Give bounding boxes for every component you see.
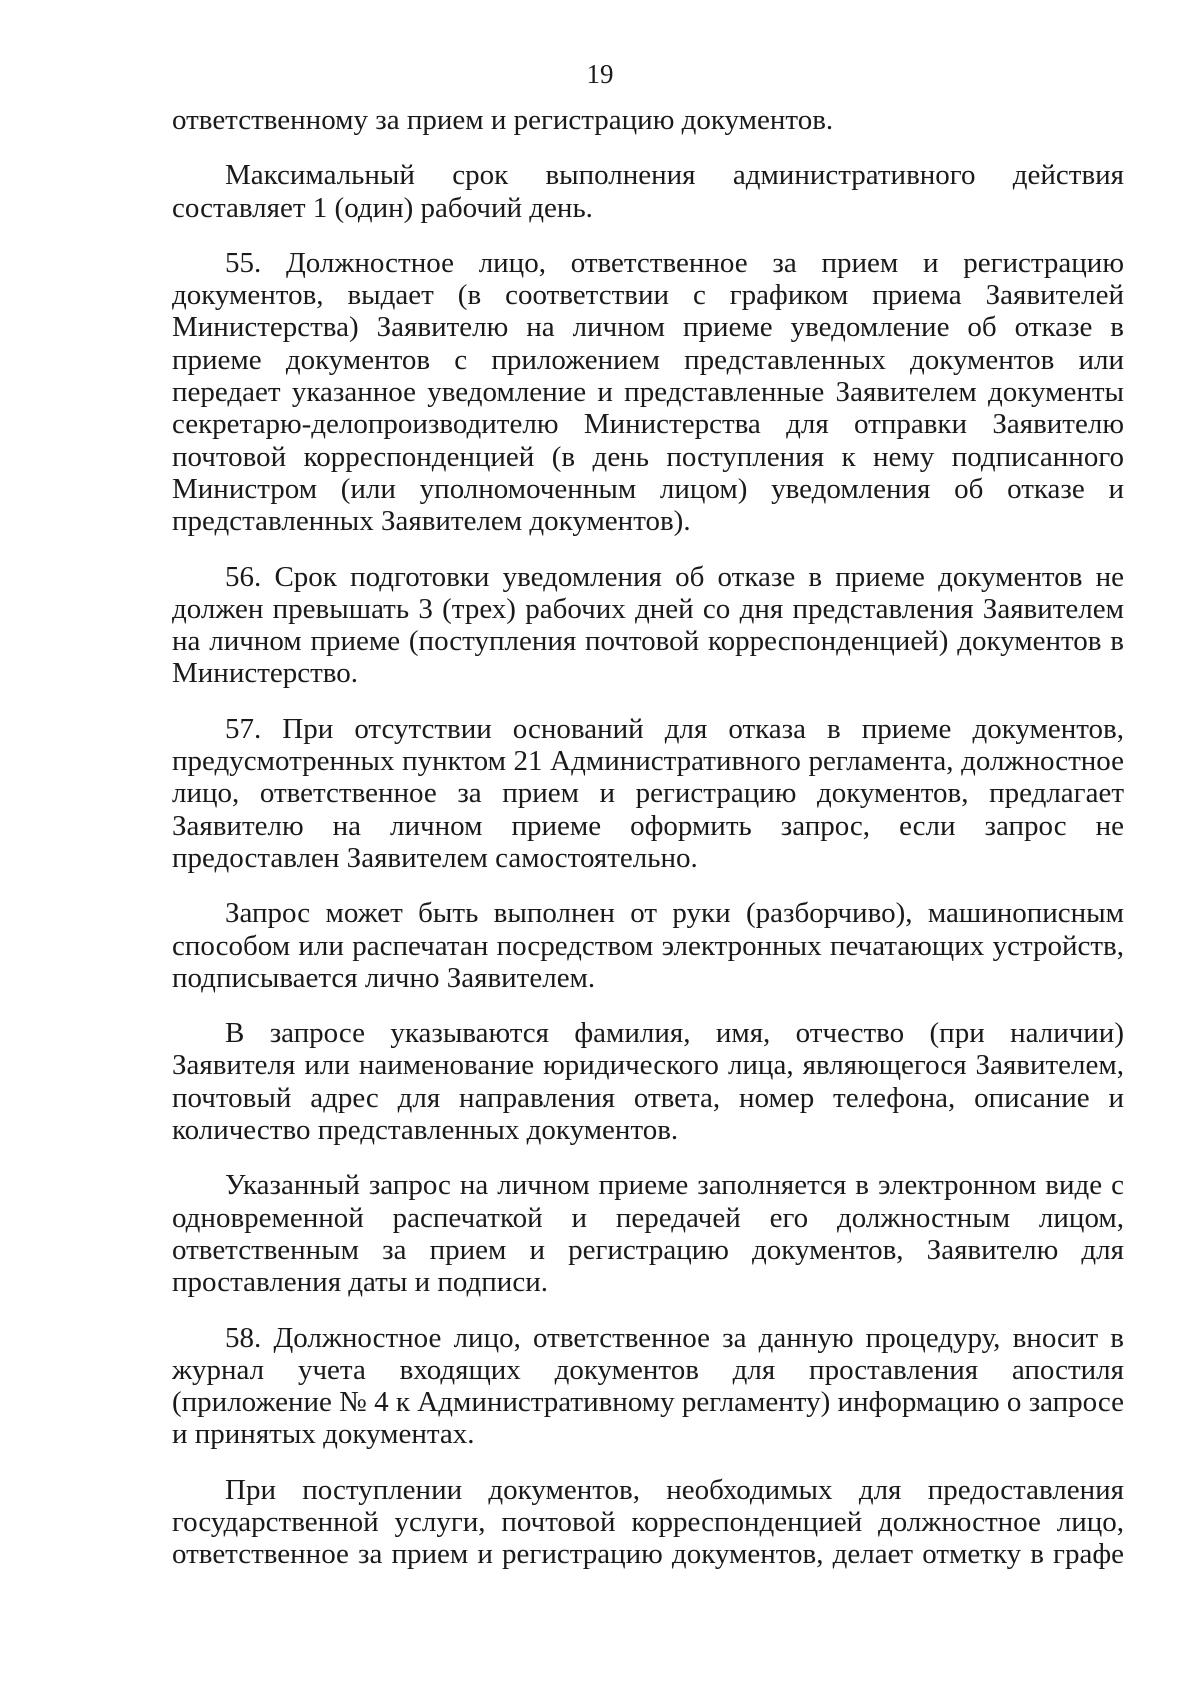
paragraph-electronic-form: Указанный запрос на личном приеме заполняется в электронном виде с одновременной распечаткой и передачей его должностным лицом, ответственным за прием и регистрацию документов, Заявителю для проставления даты и подписи.: [172, 1169, 1124, 1299]
paragraph-55: 55. Должностное лицо, ответственное за прием и регистрацию документов, выдает (в соответствии с графиком приема Заявителей Министерства) Заявителю на личном приеме уведомление об отказе в приеме документов с приложением представленных документов или передает указанное уведомление и представленные Заявителем документы секретарю-делопроизводителю Министерства для отправки Заявителю почтовой корреспонденцией (в день поступления к нему подписанного Министром (или уполномоченным лицом) уведомления об отказе и представленных Заявителем документов).: [172, 246, 1124, 538]
paragraph-58: 58. Должностное лицо, ответственное за данную процедуру, вносит в журнал учета входящих документов для проставления апостиля (приложение № 4 к Административному регламенту) информацию о запросе и принятых документах.: [172, 1321, 1124, 1451]
paragraph-57: 57. При отсутствии оснований для отказа в приеме документов, предусмотренных пунктом 21 Административного регламента, должностное лицо, ответственное за прием и регистрацию документов, предлагает Заявителю на личном приеме оформить запрос, если запрос не предоставлен Заявителем самостоятельно.: [172, 712, 1124, 874]
document-body: [172, 104, 1124, 1594]
paragraph-max-term: Максимальный срок выполнения административного действия составляет 1 (один) рабочий день.: [172, 159, 1124, 224]
paragraph-56: 56. Срок подготовки уведомления об отказе в приеме документов не должен превышать 3 (трех) рабочих дней со дня представления Заявителем на личном приеме (поступления почтовой корреспонденцией) документов в Министерство.: [172, 560, 1124, 690]
paragraph-request-contents: В запросе указываются фамилия, имя, отчество (при наличии) Заявителя или наименование юридического лица, являющегося Заявителем, почтовый адрес для направления ответа, номер телефона, описание и количество представленных документов.: [172, 1017, 1124, 1147]
paragraph-request-form: Запрос может быть выполнен от руки (разборчиво), машинописным способом или распечатан посредством электронных печатающих устройств, подписывается лично Заявителем.: [172, 897, 1124, 994]
paragraph-continued: ответственному за прием и регистрацию документов.: [172, 104, 834, 136]
paragraph-postal-receipt: При поступлении документов, необходимых для предоставления государственной услуги, почтовой корреспонденцией должностное лицо, ответственное за прием и регистрацию документов, делает отметку в графе: [172, 1473, 1124, 1571]
page-number: 19: [586, 59, 614, 89]
